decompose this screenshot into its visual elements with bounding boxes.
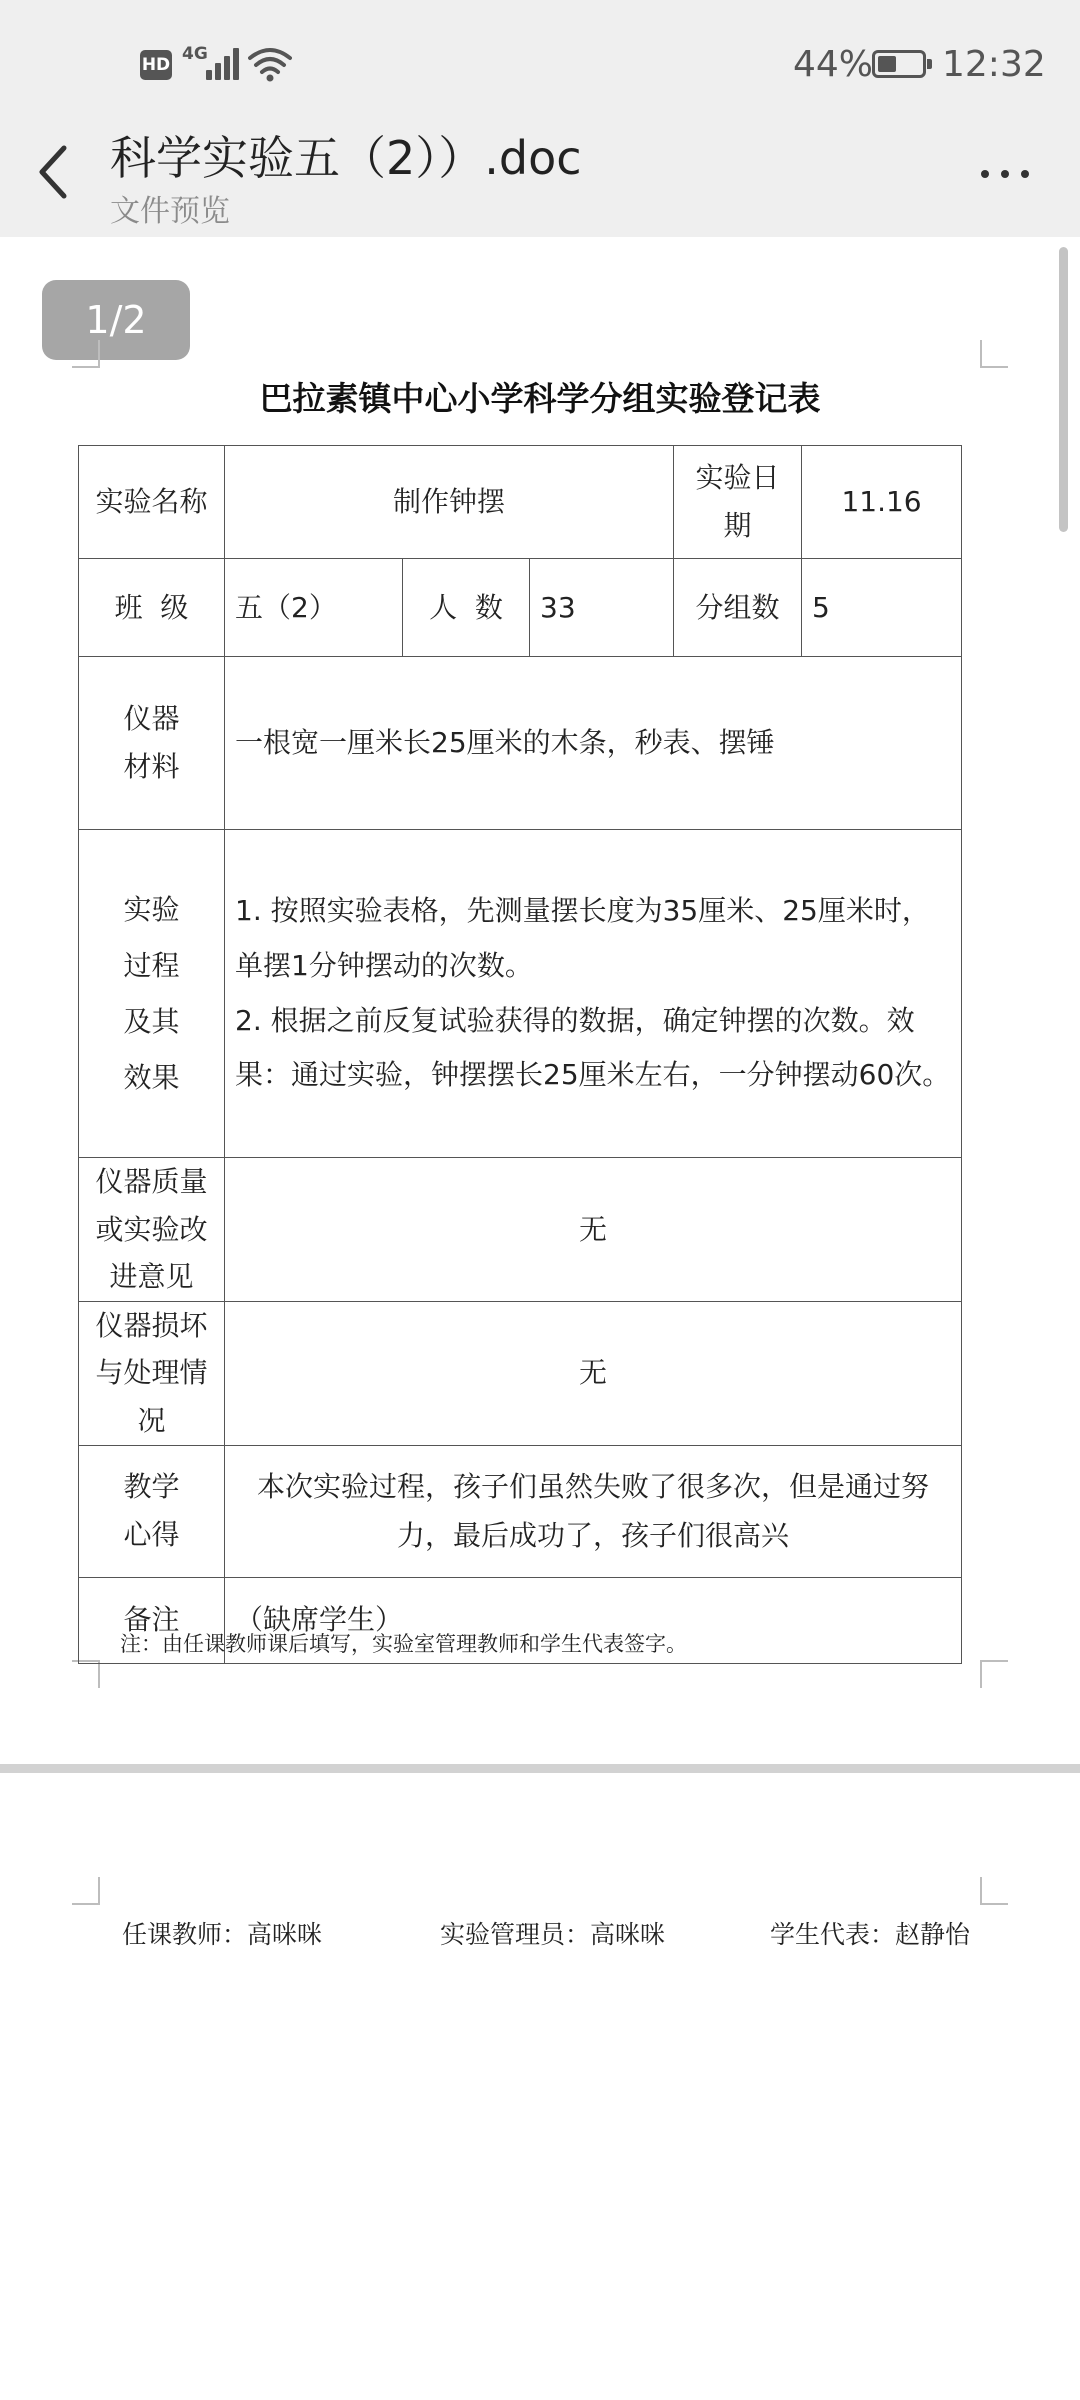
class-value: 五（2） [225,559,403,657]
materials-label: 仪器材料 [79,657,225,830]
battery-icon [872,50,926,78]
crop-mark [980,340,1008,368]
people-value: 33 [530,559,674,657]
people-label: 人 数 [403,559,530,657]
process-step-2: 2. 根据之前反复试验获得的数据，确定钟摆的次数。效果：通过实验，钟摆摆长25厘米左右，一分钟摆动60次。 [235,1003,951,1092]
page-indicator: 1/2 [42,280,190,360]
crop-mark [72,340,100,368]
remarks-label: 备注 [79,1577,225,1663]
more-options-icon[interactable] [970,150,1040,198]
crop-mark [72,1660,100,1688]
class-label: 班 级 [79,559,225,657]
table-row [79,1301,962,1445]
status-bar [0,0,1080,130]
document-title: 巴拉素镇中心小学科学分组实验登记表 [259,379,821,418]
process-value [225,830,962,1158]
hd-voice-icon: HD [140,50,172,80]
table-row [79,1445,962,1577]
signal-icon [200,48,240,80]
student-signature: 学生代表：赵静怡 [770,1920,971,1949]
process-step-1: 1. 按照实验表格，先测量摆长度为35厘米、25厘米时，单摆1分钟摆动的次数。 [235,894,930,982]
teaching-value: 本次实验过程，孩子们虽然失败了很多次，但是通过努力，最后成功了，孩子们很高兴 [225,1445,962,1577]
footnote: 注：由任课教师课后填写，实验室管理教师和学生代表签字。 [120,1632,687,1656]
clock: 12:32 [942,44,1046,85]
wifi-icon [248,46,292,82]
network-type: 4G [182,44,208,64]
crop-mark [72,1877,100,1905]
manager-signature: 实验管理员：高咪咪 [440,1920,666,1949]
crop-mark [980,1877,1008,1905]
exp-name-value: 制作钟摆 [225,446,674,559]
damage-label: 仪器损坏与处理情况 [79,1301,225,1445]
back-arrow-icon[interactable] [28,138,78,206]
process-label: 实验过程及其效果 [79,830,225,1158]
teacher-signature: 任课教师：高咪咪 [122,1920,323,1949]
file-subtitle: 文件预览 [110,194,230,229]
battery-percent: 44% [793,44,874,85]
materials-value: 一根宽一厘米长25厘米的木条，秒表、摆锤 [225,657,962,830]
damage-value: 无 [225,1301,962,1445]
table-row [79,830,962,1158]
groups-label: 分组数 [674,559,802,657]
table-row [79,559,962,657]
experiment-table [78,445,962,1664]
exp-name-label: 实验名称 [79,446,225,559]
exp-date-value: 11.16 [802,446,962,559]
quality-value: 无 [225,1158,962,1302]
remarks-value: （缺席学生） [225,1577,962,1663]
app-header [0,0,1080,237]
groups-value: 5 [802,559,962,657]
table-row [79,657,962,830]
table-row [79,1158,962,1302]
exp-date-label: 实验日期 [674,446,802,559]
crop-mark [980,1660,1008,1688]
quality-label: 仪器质量或实验改进意见 [79,1158,225,1302]
page-separator [0,1764,1080,1773]
teaching-label: 教学心得 [79,1445,225,1577]
table-row [79,446,962,559]
file-title: 科学实验五（2））.doc [110,131,582,185]
